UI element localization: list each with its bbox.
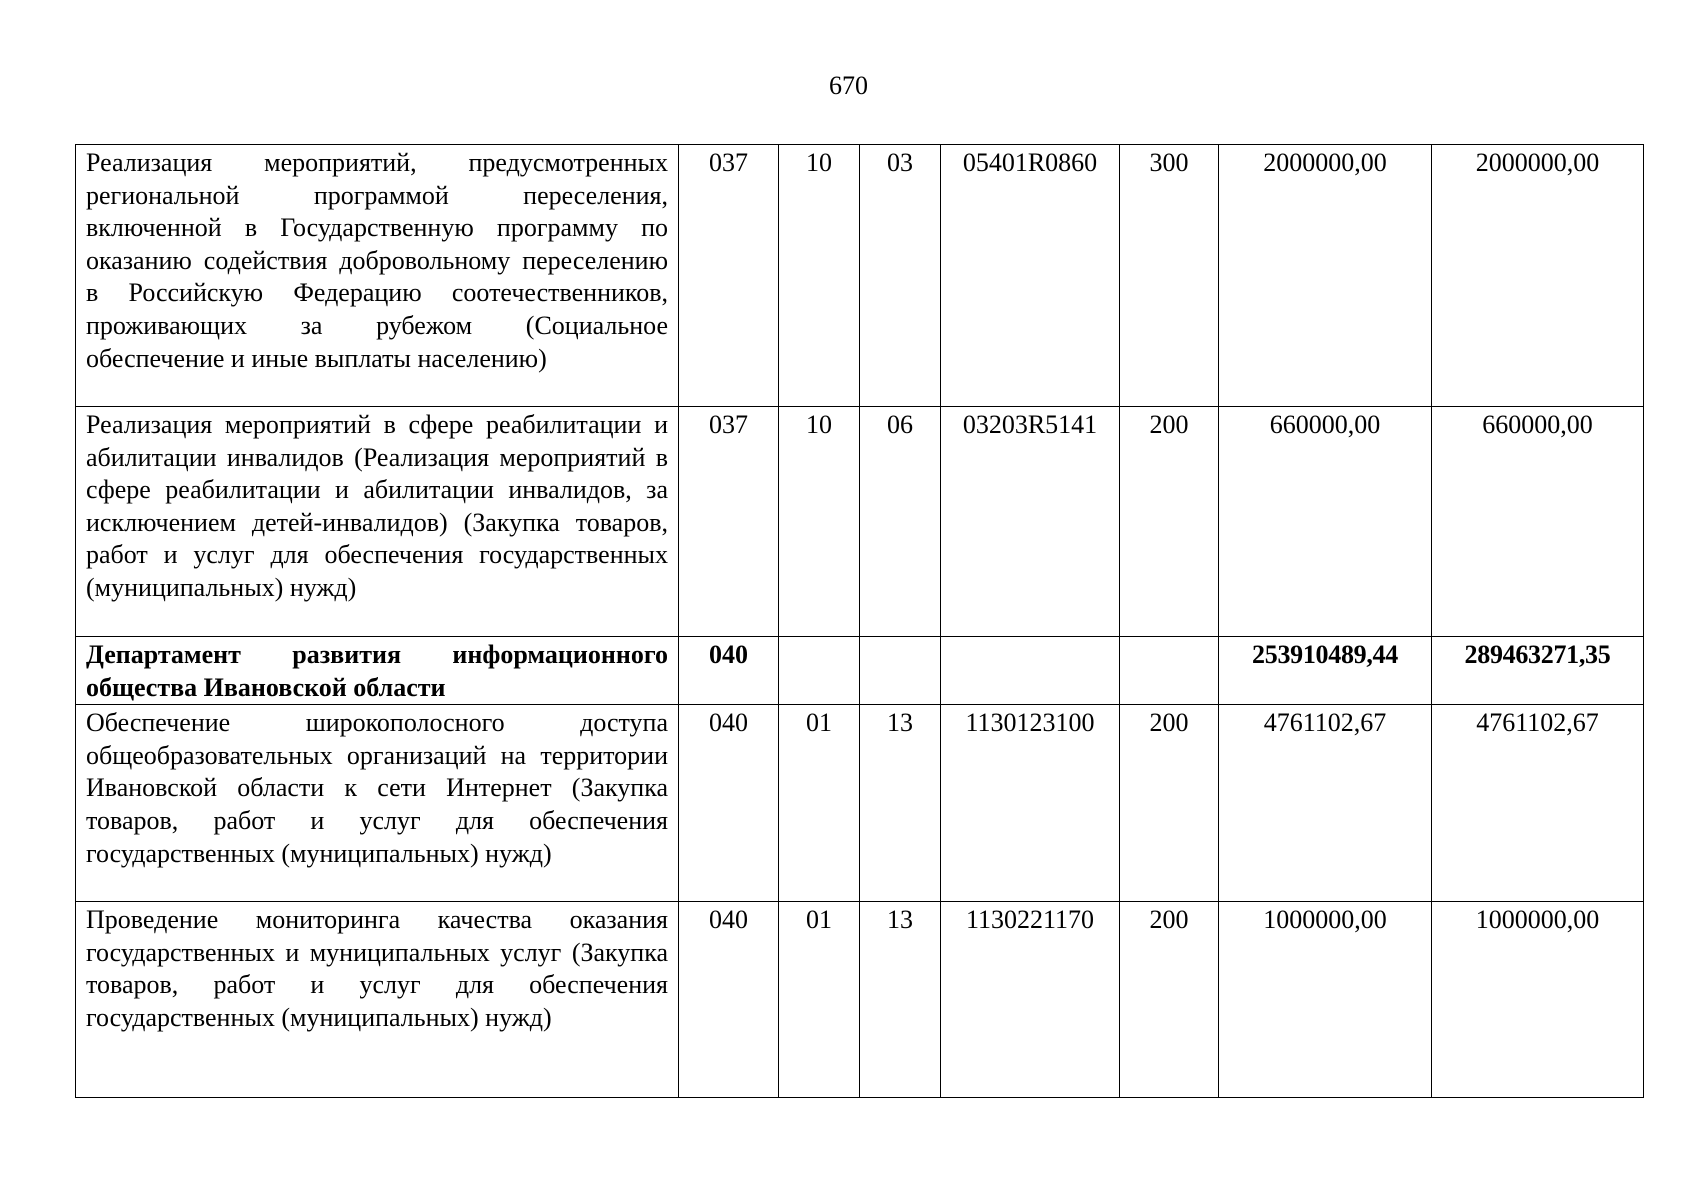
section-code [779, 637, 860, 705]
ministry-code: 040 [679, 705, 779, 902]
table-row [76, 637, 1644, 705]
subsection-code: 13 [860, 705, 941, 902]
amount-year-2: 1000000,00 [1432, 902, 1644, 1098]
amount-year-2: 2000000,00 [1432, 145, 1644, 407]
expense-type-code: 200 [1120, 902, 1219, 1098]
ministry-code: 040 [679, 637, 779, 705]
amount-year-2: 289463271,35 [1432, 637, 1644, 705]
table-row [76, 705, 1644, 902]
amount-year-1: 253910489,44 [1219, 637, 1432, 705]
page-number: 670 [829, 71, 868, 100]
subsection-code [860, 637, 941, 705]
subsection-code: 03 [860, 145, 941, 407]
section-code: 10 [779, 145, 860, 407]
expense-type-code [1120, 637, 1219, 705]
row-description: Проведение мониторинга качества оказания государственных и муниципальных услуг (Закупка товаров, работ и услуг для обеспечения государственных (муниципальных) нужд) [76, 902, 679, 1098]
target-article-code: 1130123100 [941, 705, 1120, 902]
subsection-code: 13 [860, 902, 941, 1098]
table-row [76, 902, 1644, 1098]
amount-year-1: 4761102,67 [1219, 705, 1432, 902]
section-code: 01 [779, 902, 860, 1098]
ministry-code: 040 [679, 902, 779, 1098]
target-article-code: 03203R5141 [941, 407, 1120, 637]
target-article-code: 05401R0860 [941, 145, 1120, 407]
expense-type-code: 200 [1120, 705, 1219, 902]
section-code: 10 [779, 407, 860, 637]
row-description: Реализация мероприятий в сфере реабилитации и абилитации инвалидов (Реализация мероприятий в сфере реабилитации и абилитации инвалидов, за исключением детей-инвалидов) (Закупка товаров, работ и услуг для обеспечения государственных (муниципальных) нужд) [76, 407, 679, 637]
row-description: Департамент развития информационного общества Ивановской области [76, 637, 679, 705]
expense-type-code: 200 [1120, 407, 1219, 637]
section-code: 01 [779, 705, 860, 902]
target-article-code [941, 637, 1120, 705]
amount-year-2: 660000,00 [1432, 407, 1644, 637]
table-row [76, 145, 1644, 407]
ministry-code: 037 [679, 407, 779, 637]
ministry-code: 037 [679, 145, 779, 407]
amount-year-2: 4761102,67 [1432, 705, 1644, 902]
amount-year-1: 2000000,00 [1219, 145, 1432, 407]
table-row [76, 407, 1644, 637]
row-description: Реализация мероприятий, предусмотренных региональной программой переселения, включенной в Государственную программу по оказанию содействия добровольному переселению в Российскую Федерацию соотечественников, проживающих за рубежом (Социальное обеспечение и иные выплаты населению) [76, 145, 679, 407]
subsection-code: 06 [860, 407, 941, 637]
expense-type-code: 300 [1120, 145, 1219, 407]
amount-year-1: 1000000,00 [1219, 902, 1432, 1098]
target-article-code: 1130221170 [941, 902, 1120, 1098]
amount-year-1: 660000,00 [1219, 407, 1432, 637]
row-description: Обеспечение широкополосного доступа общеобразовательных организаций на территории Ивановской области к сети Интернет (Закупка товаров, работ и услуг для обеспечения государственных (муниципальных) нужд) [76, 705, 679, 902]
budget-table [75, 144, 1644, 1098]
